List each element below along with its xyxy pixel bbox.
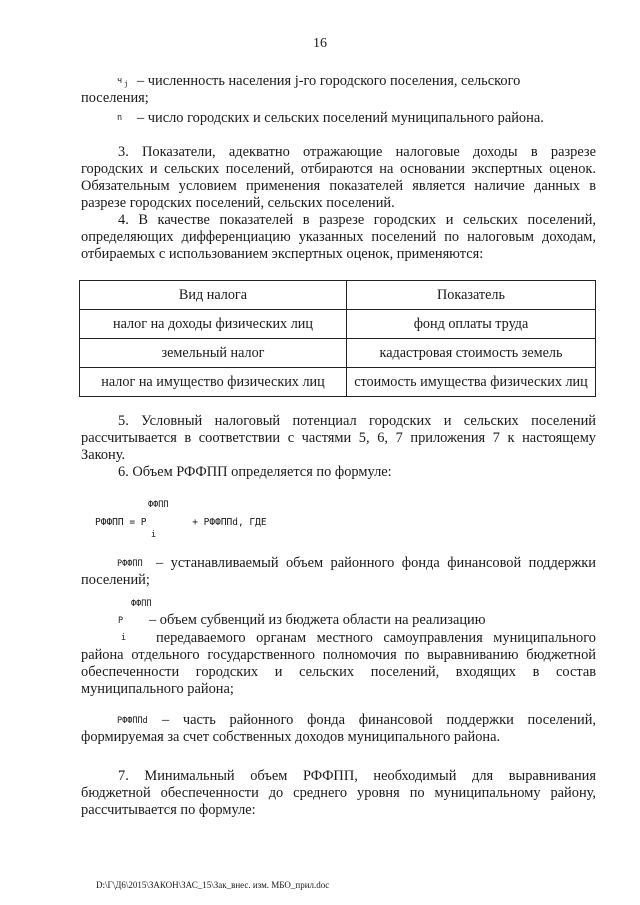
table-cell: фонд оплаты труда (347, 310, 596, 339)
formula-main: РФФПП = Р + РФФППd, ГДЕ (95, 517, 267, 528)
definition-subvention-line-3: района отдельного государственного полномочия по выравниванию бюджетной (81, 647, 596, 663)
symbol-nj-subscript: j (124, 80, 129, 88)
paragraph-7-line-1: 7. Минимальный объем РФФПП, необходимый для выравнивания (118, 768, 596, 784)
table-row (80, 339, 596, 368)
definition-n-text: – число городских и сельских поселений муниципального района. (137, 110, 544, 126)
table-header-row (80, 281, 596, 310)
table-cell: земельный налог (80, 339, 347, 368)
paragraph-4-line-2: определяющих дифференциацию указанных поселений по налоговым доходам, (81, 229, 596, 245)
page-number: 16 (313, 36, 327, 51)
paragraph-7-line-2: бюджетной обеспеченности до среднего уровня по муниципальному району, (81, 785, 596, 801)
subvention-superscript: ФФПП (131, 599, 152, 609)
definition-subvention-line-1: – объем субвенций из бюджета области на реализацию (149, 612, 486, 628)
symbol-rffpp: РФФПП (117, 559, 143, 569)
definition-nj-line-2: поселения; (81, 90, 149, 106)
paragraph-5-line-2: рассчитывается в соответствии с частями 5, 6, 7 приложения 7 к настоящему (81, 430, 596, 446)
tax-indicators-table (79, 280, 596, 397)
definition-rffpp-line-2: поселений; (81, 572, 150, 588)
table-header-indicator: Показатель (347, 281, 596, 310)
paragraph-3-line-4: разрезе городских поселений, сельских поселений. (81, 195, 395, 211)
file-path-footer: D:\Г\Д6\2015\ЗАКОН\ЗАС_15\Зак_внес. изм. МБО_прил.doc (96, 880, 330, 890)
subvention-subscript: i (121, 633, 127, 643)
definition-rffppd-line-1: – часть районного фонда финансовой поддержки поселений, (162, 712, 596, 728)
symbol-rffppd: РФФППd (117, 716, 148, 726)
paragraph-3-line-3: Обязательным условием применения показателей является наличие данных в (81, 178, 596, 194)
symbol-n: n (117, 113, 123, 123)
definition-nj-line-1: – численность населения j-го городского поселения, сельского (137, 73, 521, 89)
paragraph-5-line-1: 5. Условный налоговый потенциал городских и сельских поселений (118, 413, 596, 429)
paragraph-4-line-1: 4. В качестве показателей в разрезе городских и сельских поселений, (118, 212, 596, 228)
paragraph-7-line-3: рассчитывается по формуле: (81, 802, 256, 818)
paragraph-3-line-2: городских и сельских поселений, отбираются на основании экспертных оценок. (81, 161, 596, 177)
definition-rffpp-line-1: – устанавливаемый объем районного фонда финансовой поддержки (156, 555, 596, 571)
paragraph-6: 6. Объем РФФПП определяется по формуле: (118, 464, 392, 480)
formula-superscript: ФФПП (148, 500, 169, 510)
table-cell: налог на имущество физических лиц (80, 368, 347, 397)
definition-rffppd-line-2: формируемая за счет собственных доходов муниципального района. (81, 729, 501, 745)
table-row (80, 310, 596, 339)
table-row (80, 368, 596, 397)
symbol-p: Р (118, 616, 124, 626)
table-cell: налог на доходы физических лиц (80, 310, 347, 339)
paragraph-3-line-1: 3. Показатели, адекватно отражающие налоговые доходы в разрезе (118, 144, 596, 160)
formula-subscript: i (151, 530, 157, 540)
paragraph-5-line-3: Закону. (81, 447, 126, 463)
table-cell: стоимость имущества физических лиц (347, 368, 596, 397)
table-header-tax-type: Вид налога (80, 281, 347, 310)
paragraph-4-line-3: отбираемых с использованием экспертных оценок, применяются: (81, 246, 484, 262)
definition-subvention-line-5: муниципального района; (81, 681, 234, 697)
definition-subvention-line-2: передаваемого органам местного самоуправления муниципального (156, 630, 596, 646)
table-cell: кадастровая стоимость земель (347, 339, 596, 368)
symbol-nj: ч (117, 76, 123, 86)
definition-subvention-line-4: обеспеченности городских и сельских поселений, входящих в состав (81, 664, 596, 680)
